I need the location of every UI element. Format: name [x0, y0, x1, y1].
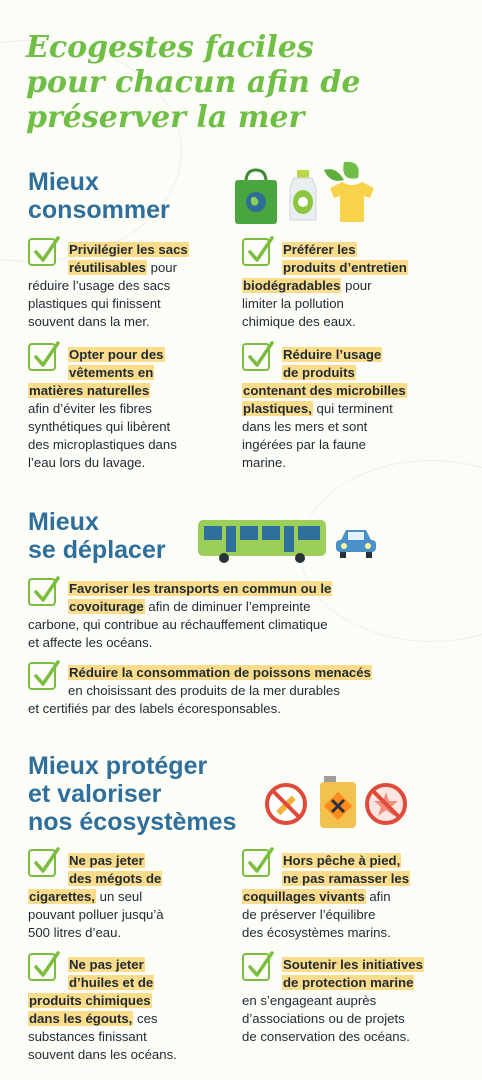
tip-text-highlight: ne pas ramasser les [283, 871, 410, 886]
tip-text: marine. [242, 455, 286, 470]
no-shell-icon [364, 782, 408, 826]
tip-text: 500 litres d’eau. [28, 925, 122, 940]
tip-text-highlight: Favoriser les transports en commun ou le [69, 581, 332, 596]
tip-text: chimique des eaux. [242, 314, 356, 329]
shopping-bag-icon [232, 168, 280, 226]
tip-text: en s’engageant auprès [242, 993, 377, 1008]
tip-text: réduire l’usage des sacs [28, 278, 171, 293]
tip-poissons-menaces [28, 664, 458, 718]
heading-line: se déplacer [28, 536, 166, 564]
tip-text-highlight: de protection marine [283, 975, 414, 990]
leaf-tshirt-icon [322, 160, 382, 224]
tip-text-highlight: Opter pour des [69, 347, 164, 362]
title-line: préserver la mer [26, 100, 305, 135]
tip-text: afin [365, 889, 391, 904]
tip-text-highlight: matières naturelles [29, 383, 150, 398]
tip-text-highlight: biodégradables [243, 278, 341, 293]
title-line: pour chacun afin de [26, 65, 361, 100]
tip-text: et affecte les océans. [28, 635, 153, 650]
tip-text-highlight: plastiques, [243, 401, 312, 416]
tip-microbilles [242, 346, 462, 472]
tip-sacs-reutilisables [28, 241, 228, 331]
tip-huiles-produits-chimiques [28, 956, 228, 1064]
tip-text: de préserver l’équilibre [242, 907, 376, 922]
tip-text-highlight: Hors pêche à pied, [283, 853, 401, 868]
section-heading-consommer [28, 168, 170, 224]
tip-text-highlight: des mégots de [69, 871, 162, 886]
tip-transports-en-commun [28, 580, 458, 652]
tip-produits-biodegradables [242, 241, 462, 331]
tip-text: synthétiques qui libèrent [28, 419, 171, 434]
tip-initiatives-protection-marine [242, 956, 472, 1046]
tip-text: carbone, qui contribue au réchauffement climatique [28, 617, 328, 632]
tip-text: en choisissant des produits de la mer durables [68, 683, 340, 698]
tip-text-highlight: Réduire la consommation de poissons menacés [69, 665, 371, 680]
tip-text: pour [341, 278, 372, 293]
section-heading-proteger [28, 752, 236, 836]
tip-text: souvent dans la mer. [28, 314, 150, 329]
tip-text: et certifiés par des labels écoresponsables. [28, 701, 281, 716]
tip-text-highlight: Soutenir les initiatives [283, 957, 423, 972]
tip-text-highlight: covoiturage [69, 599, 144, 614]
tip-text: de conservation des océans. [242, 1029, 410, 1044]
no-cigarette-icon [264, 782, 308, 826]
tip-text-highlight: de produits [283, 365, 355, 380]
tip-text: plastiques qui finissent [28, 296, 161, 311]
tip-text: pouvant polluer jusqu’à [28, 907, 164, 922]
tip-text: souvent dans les océans. [28, 1047, 177, 1062]
tip-text: l’eau lors du lavage. [28, 455, 146, 470]
tip-text-highlight: produits chimiques [29, 993, 151, 1008]
tip-text-highlight: Ne pas jeter [69, 957, 144, 972]
tip-text-highlight: Préférer les [283, 242, 356, 257]
tip-matieres-naturelles [28, 346, 228, 472]
tip-text: pour [146, 260, 178, 275]
tip-text: des écosystèmes marins. [242, 925, 391, 940]
car-icon [334, 526, 378, 560]
heading-line: Mieux [28, 168, 99, 196]
tip-text-highlight: Réduire l’usage [283, 347, 382, 362]
tip-text-highlight: réutilisables [69, 260, 146, 275]
title-line: Ecogestes faciles [26, 30, 314, 65]
tip-text-highlight: Ne pas jeter [69, 853, 144, 868]
tip-text: ingérées par la faune [242, 437, 366, 452]
page-title [26, 30, 466, 135]
heading-line: Mieux protéger [28, 752, 208, 780]
tip-text: d’associations ou de projets [242, 1011, 405, 1026]
tip-text-highlight: vêtements en [69, 365, 154, 380]
bus-icon [196, 518, 328, 564]
heading-line: et valoriser [28, 780, 162, 808]
tip-text: un seul [95, 889, 143, 904]
tip-megots-cigarettes [28, 852, 228, 942]
tip-text-highlight: cigarettes, [29, 889, 95, 904]
toxic-canister-icon [316, 774, 360, 830]
detergent-bottle-icon [282, 168, 324, 224]
heading-line: Mieux [28, 508, 99, 536]
section-heading-deplacer [28, 508, 166, 564]
tip-text: afin d’éviter les fibres [28, 401, 152, 416]
tip-text: des microplastiques dans [28, 437, 177, 452]
tip-text-highlight: contenant des microbilles [243, 383, 406, 398]
tip-text-highlight: coquillages vivants [243, 889, 365, 904]
heading-line: consommer [28, 196, 170, 224]
tip-text-highlight: dans les égouts, [29, 1011, 133, 1026]
tip-text-highlight: produits d’entretien [283, 260, 407, 275]
tip-text-highlight: d’huiles et de [69, 975, 154, 990]
tip-text: dans les mers et sont [242, 419, 368, 434]
tip-text: substances finissant [28, 1029, 147, 1044]
tip-text: limiter la pollution [242, 296, 344, 311]
heading-line: nos écosystèmes [28, 808, 237, 836]
tip-coquillages-vivants [242, 852, 462, 942]
tip-text-highlight: Privilégier les sacs [69, 242, 188, 257]
tip-text: ces [133, 1011, 158, 1026]
tip-text: afin de diminuer l’empreinte [144, 599, 311, 614]
tip-text: qui terminent [312, 401, 393, 416]
